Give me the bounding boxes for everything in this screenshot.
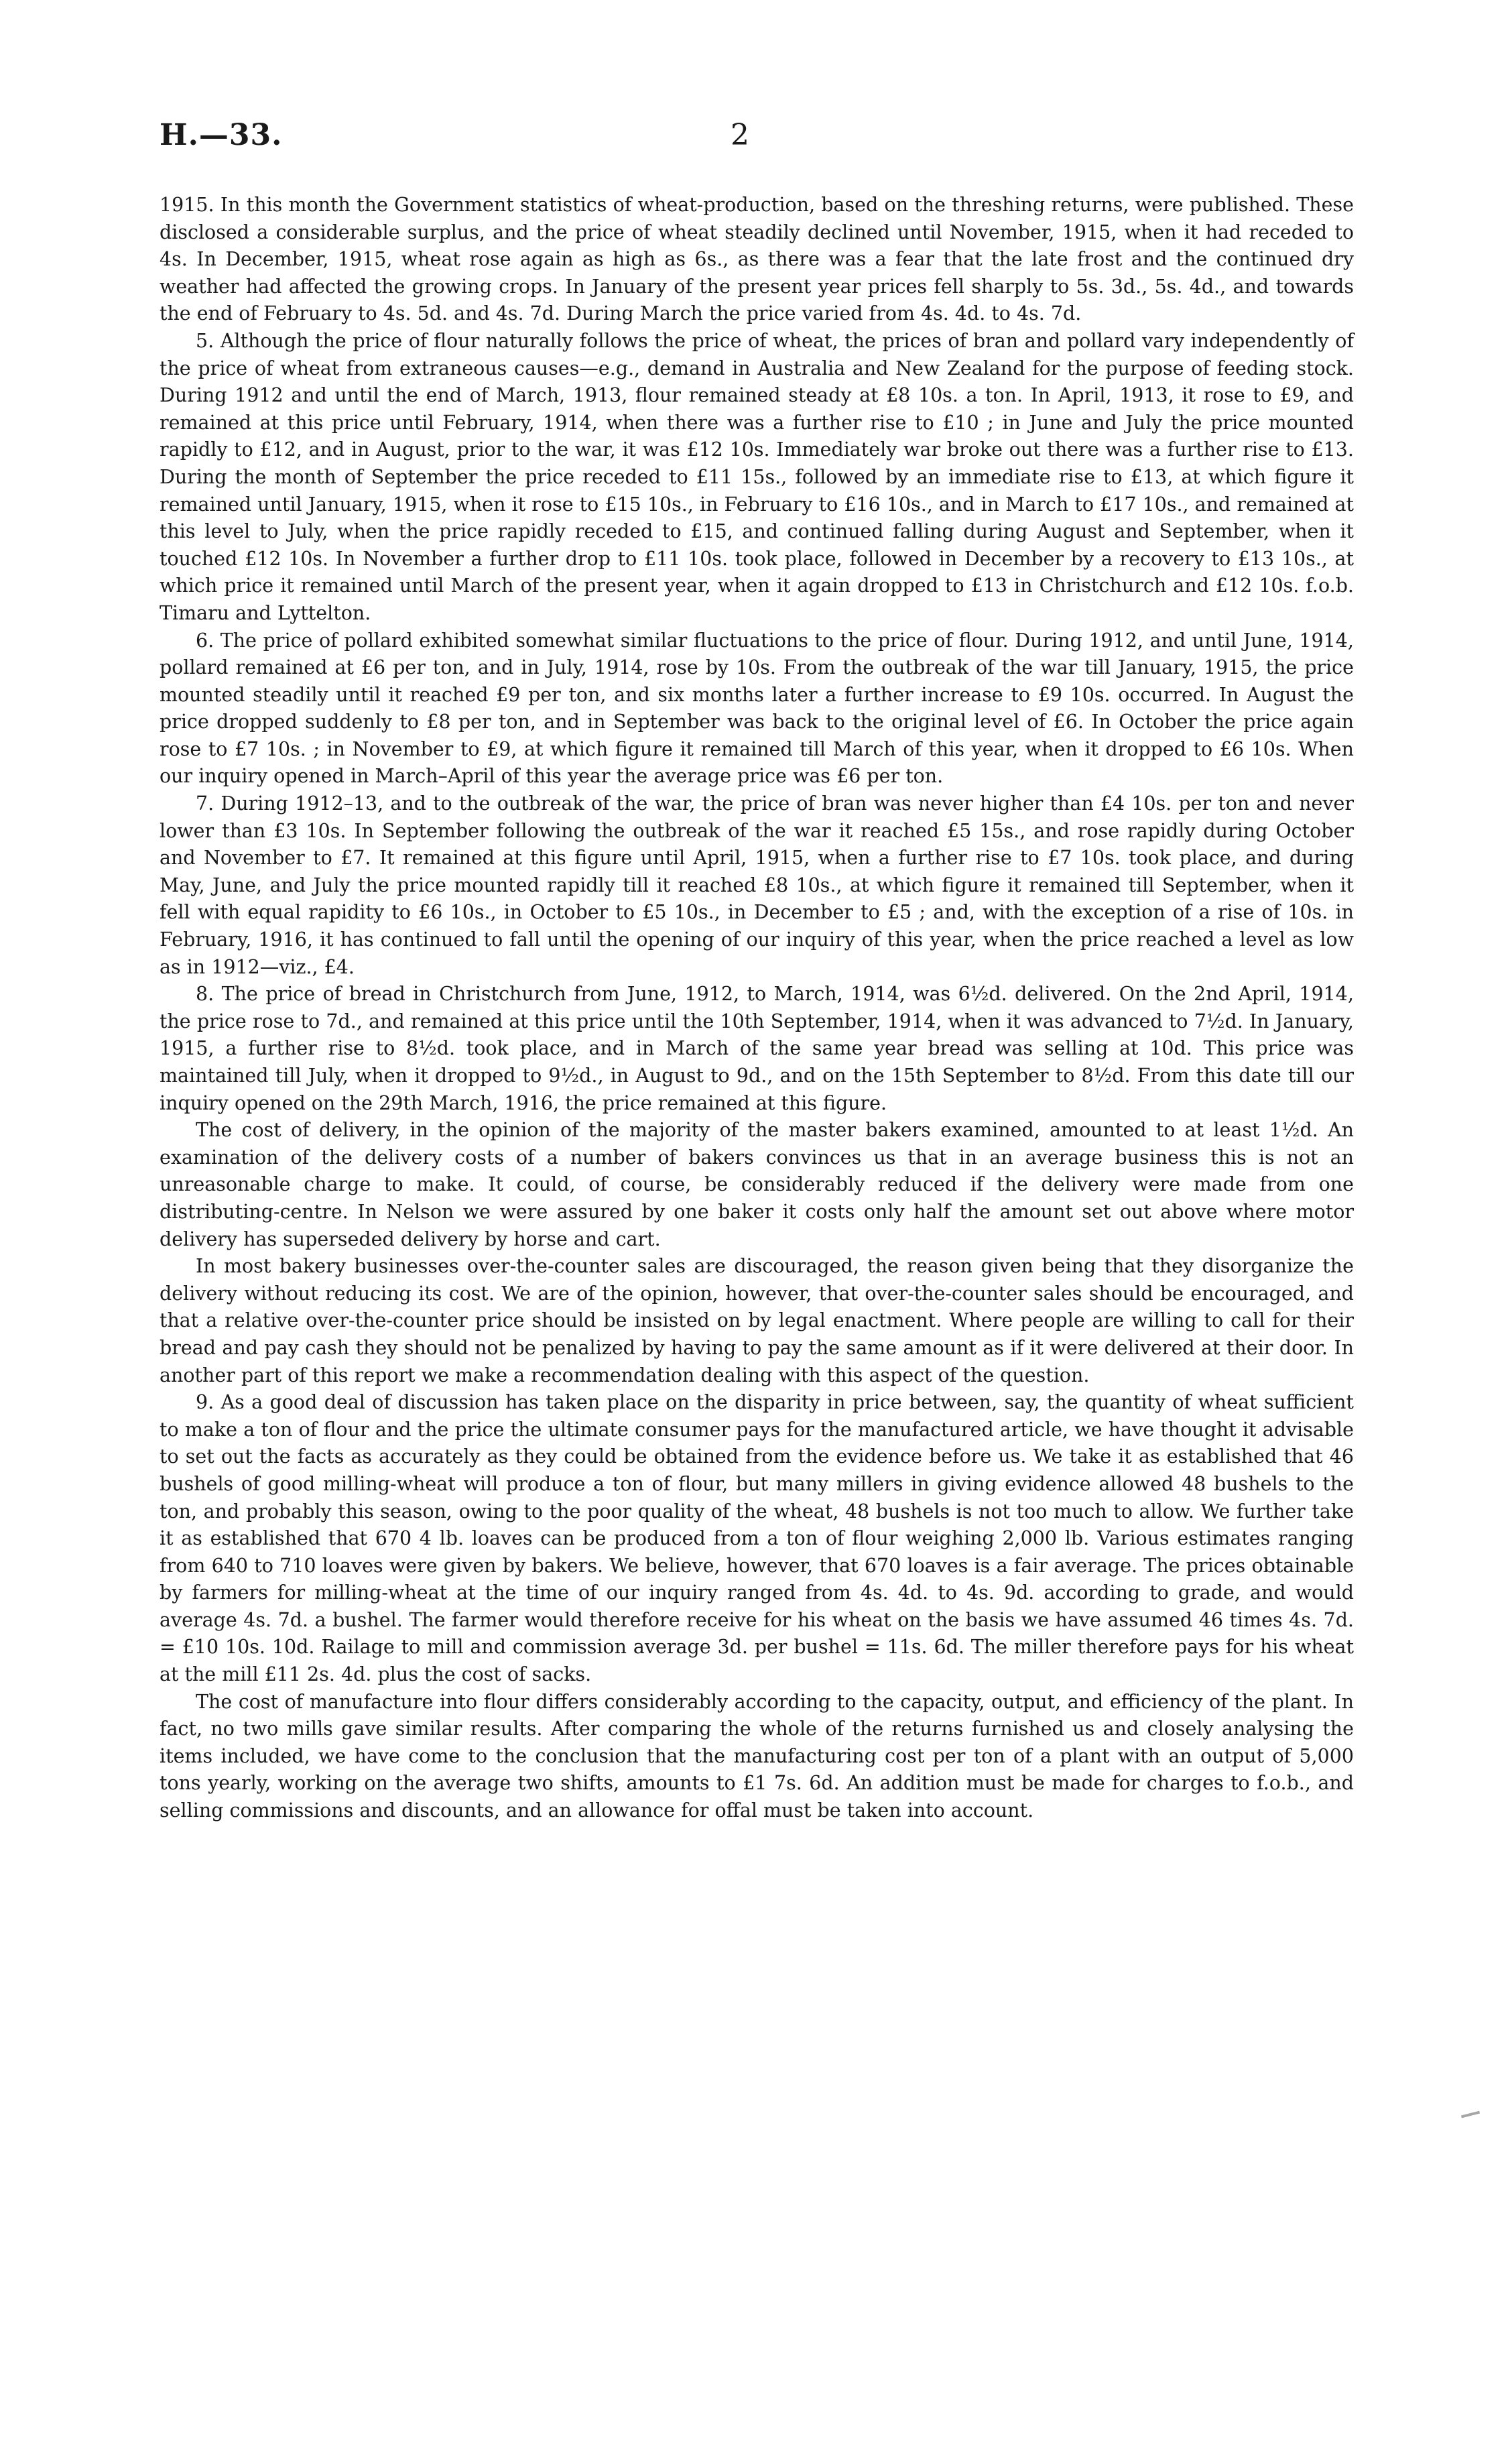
scan-mark (1461, 2111, 1480, 2118)
report-body (160, 192, 1354, 1825)
page-header (160, 118, 1354, 172)
page-number: 2 (731, 118, 749, 152)
paragraph-5-flour-prices: 5. Although the price of flour naturally follows the price of wheat, the prices of bran and pollard vary independently of the price of wheat from extraneous causes—e.g., demand in Australia and New Zealand for the purpose of feeding stock. During 1912 and until the end of March, 1913, flour remained steady at £8 10s. a ton. In April, 1913, it rose to £9, and remained at this price until February, 1914, when there was a further rise to £10 ; in June and July the price mounted rapidly to £12, and in August, prior to the war, it was £12 10s. Immediately war broke out there was a further rise to £13. During the month of September the price receded to £11 15s., followed by an immediate rise to £13, at which figure it remained until January, 1915, when it rose to £15 10s., in February to £16 10s., and in March to £17 10s., and remained at this level to July, when the price rapidly receded to £15, and continued falling during August and September, when it touched £12 10s. In November a further drop to £11 10s. took place, followed in December by a recovery to £13 10s., at which price it remained until March of the present year, when it again dropped to £13 in Christchurch and £12 10s. f.o.b. Timaru and Lyttelton. (160, 329, 1354, 624)
paragraph-8-bread-prices: 8. The price of bread in Christchurch from June, 1912, to March, 1914, was 6½d. delivered. On the 2nd April, 1914, the price rose to 7d., and remained at this price until the 10th September, 1914, when it was advanced to 7½d. In January, 1915, a further rise to 8½d. took place, and in March of the same year bread was selling at 10d. This price was maintained till July, when it dropped to 9½d., in August to 9d., and on the 15th September to 8½d. From this date till our inquiry opened on the 29th March, 1916, the price remained at this figure. (160, 983, 1354, 1114)
paragraph-6-pollard-prices: 6. The price of pollard exhibited somewhat similar fluctuations to the price of flour. During 1912, and until June, 1914, pollard remained at £6 per ton, and in July, 1914, rose by 10s. From the outbreak of the war till January, 1915, the price mounted steadily until it reached £9 per ton, and six months later a further increase to £9 10s. occurred. In August the price dropped suddenly to £8 per ton, and in September was back to the original level of £6. In October the price again rose to £7 10s. ; in November to £9, at which figure it remained till March of this year, when it dropped to £6 10s. When our inquiry opened in March–April of this year the average price was £6 per ton. (160, 629, 1354, 788)
paragraph-manufacture-cost: The cost of manufacture into flour differs considerably according to the capacity, output, and efficiency of the plant. In fact, no two mills gave similar results. After comparing the whole of the returns furnished us and closely analysing the items included, we have come to the conclusion that the manufacturing cost per ton of a plant with an output of 5,000 tons yearly, working on the average two shifts, amounts to £1 7s. 6d. An addition must be made for charges to f.o.b., and selling commissions and discounts, and an allowance for offal must be taken into account. (160, 1690, 1354, 1822)
paragraph-9-wheat-to-bread: 9. As a good deal of discussion has taken place on the disparity in price between, say, the quantity of wheat sufficient to make a ton of flour and the price the ultimate consumer pays for the manufactured article, we have thought it advisable to set out the facts as accurately as they could be obtained from the evidence before us. We take it as established that 46 bushels of good milling-wheat will produce a ton of flour, but many millers in giving evidence allowed 48 bushels to the ton, and probably this season, owing to the poor quality of the wheat, 48 bushels is not too much to allow. We further take it as established that 670 4 lb. loaves can be produced from a ton of flour weighing 2,000 lb. Various estimates ranging from 640 to 710 loaves were given by bakers. We believe, however, that 670 loaves is a fair average. The prices obtainable by farmers for milling-wheat at the time of our inquiry ranged from 4s. 4d. to 4s. 9d. according to grade, and would average 4s. 7d. a bushel. The farmer would therefore receive for his wheat on the basis we have assumed 46 times 4s. 7d. = £10 10s. 10d. Railage to mill and commission average 3d. per bushel = 11s. 6d. The miller therefore pays for his wheat at the mill £11 2s. 4d. plus the cost of sacks. (160, 1391, 1354, 1686)
paragraph-continuation: 1915. In this month the Government statistics of wheat-production, based on the threshing returns, were published. These disclosed a considerable surplus, and the price of wheat steadily declined until November, 1915, when it had receded to 4s. In December, 1915, wheat rose again as high as 6s., as there was a fear that the late frost and the continued dry weather had affected the growing crops. In January of the present year prices fell sharply to 5s. 3d., 5s. 4d., and towards the end of February to 4s. 5d. and 4s. 7d. During March the price varied from 4s. 4d. to 4s. 7d. (160, 194, 1354, 325)
paragraph-over-the-counter: In most bakery businesses over-the-counter sales are discouraged, the reason given being that they disorganize the delivery without reducing its cost. We are of the opinion, however, that over-the-counter sales should be encouraged, and that a relative over-the-counter price should be insisted on by legal enactment. Where people are willing to call for their bread and pay cash they should not be penalized by having to pay the same amount as if it were delivered at their door. In another part of this report we make a recommendation dealing with this aspect of the question. (160, 1255, 1354, 1386)
report-reference: H.—33. (160, 118, 283, 152)
paragraph-7-bran-prices: 7. During 1912–13, and to the outbreak of the war, the price of bran was never higher than £4 10s. per ton and never lower than £3 10s. In September following the outbreak of the war it reached £5 15s., and rose rapidly during October and November to £7. It remained at this figure until April, 1915, when a further rise to £7 10s. took place, and during May, June, and July the price mounted rapidly till it reached £8 10s., at which figure it remained till September, when it fell with equal rapidity to £6 10s., in October to £5 10s., in December to £5 ; and, with the exception of a rise of 10s. in February, 1916, it has continued to fall until the opening of our inquiry of this year, when the price reached a level as low as in 1912—viz., £4. (160, 792, 1354, 978)
paragraph-delivery-cost: The cost of delivery, in the opinion of the majority of the master bakers examined, amounted to at least 1½d. An examination of the delivery costs of a number of bakers convinces us that in an average business this is not an unreasonable charge to make. It could, of course, be considerably reduced if the delivery were made from one distributing-centre. In Nelson we were assured by one baker it costs only half the amount set out above where motor delivery has superseded delivery by horse and cart. (160, 1119, 1354, 1250)
